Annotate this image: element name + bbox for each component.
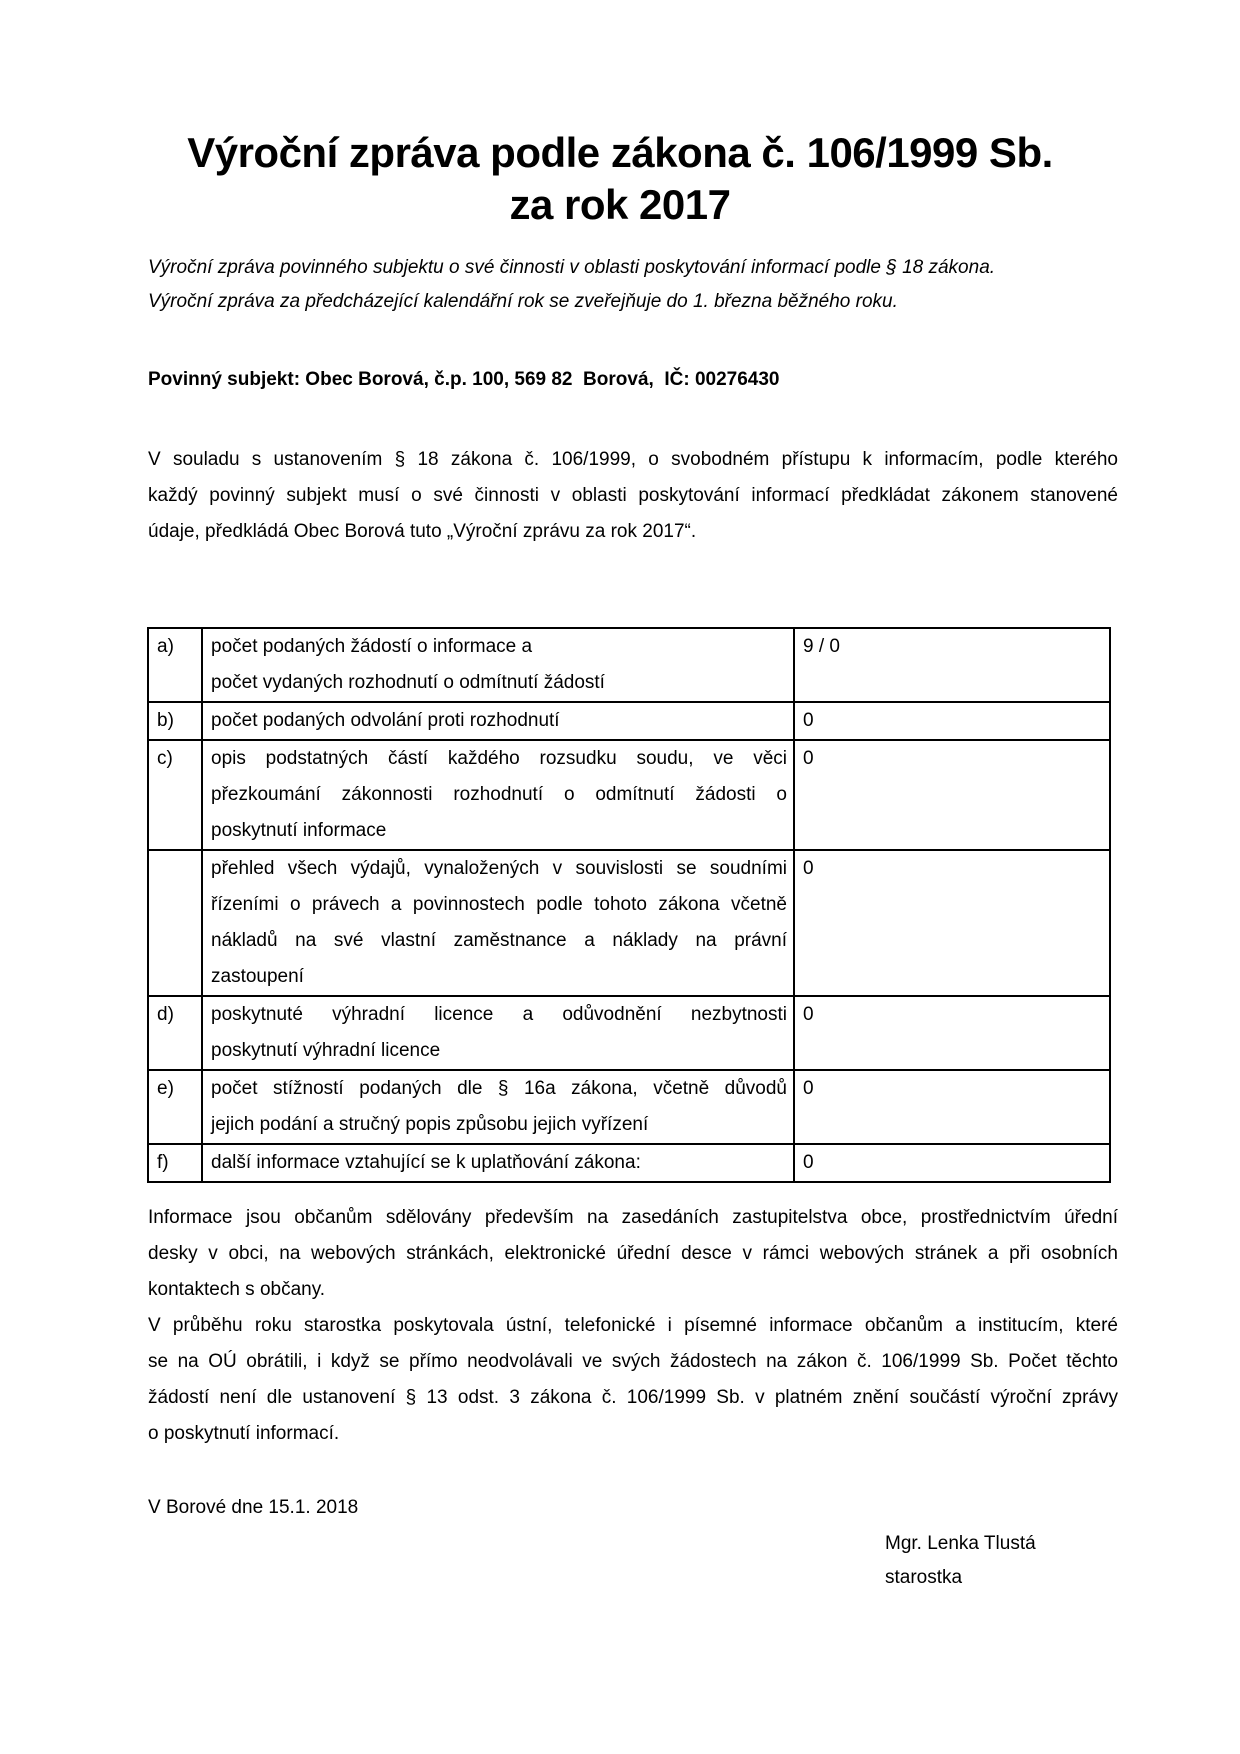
description-line: jejich podání a stručný popis způsobu jejich vyřízení	[211, 1114, 649, 1135]
paragraph-line: o poskytnutí informací.	[148, 1423, 340, 1444]
row-value: 0	[794, 850, 1110, 996]
description-line: poskytnutí výhradní licence	[211, 1040, 441, 1061]
table-row	[148, 1070, 1110, 1144]
date-line: V Borové dne 15.1. 2018	[148, 1497, 359, 1518]
description-line: přezkoumání zákonnosti rozhodnutí o odmítnutí žádosti o	[211, 784, 787, 805]
row-description	[202, 628, 794, 702]
row-value: 0	[794, 1070, 1110, 1144]
row-letter: a)	[148, 628, 202, 702]
row-description	[202, 1144, 794, 1182]
paragraph-line: desky v obci, na webových stránkách, elektronické úřední desce v rámci webových stránek a při osobních	[148, 1243, 1118, 1264]
row-value: 0	[794, 996, 1110, 1070]
table-row	[148, 1144, 1110, 1182]
information-paragraph	[148, 1200, 1118, 1308]
mayor-paragraph	[148, 1308, 1118, 1452]
table-row	[148, 996, 1110, 1070]
paragraph-line: údaje, předkládá Obec Borová tuto „Výroční zprávu za rok 2017“.	[148, 521, 697, 542]
table-row	[148, 850, 1110, 996]
description-line: poskytnutí informace	[211, 820, 387, 841]
paragraph-line: Informace jsou občanům sdělovány především na zasedáních zastupitelstva obce, prostřednictvím úřední	[148, 1207, 1118, 1228]
paragraph-line: žádostí není dle ustanovení § 13 odst. 3 zákona č. 106/1999 Sb. v platném znění součástí výroční zprávy	[148, 1387, 1118, 1408]
description-line: přehled všech výdajů, vynaložených v souvislosti se soudními	[211, 858, 787, 879]
paragraph-line: se na OÚ obrátili, i když se přímo neodvolávali ve svých žádostech na zákon č. 106/1999 Sb. Počet těchto	[148, 1351, 1118, 1372]
row-value: 0	[794, 1144, 1110, 1182]
row-description	[202, 740, 794, 850]
document-title-year: za rok 2017	[509, 181, 731, 228]
law-paragraph	[148, 442, 1118, 550]
description-line: opis podstatných částí každého rozsudku soudu, ve věci	[211, 748, 787, 769]
row-letter: e)	[148, 1070, 202, 1144]
description-line: další informace vztahující se k uplatňování zákona:	[211, 1152, 641, 1173]
obligated-subject: Povinný subjekt: Obec Borová, č.p. 100, 569 82 Borová, IČ: 00276430	[148, 369, 780, 390]
row-letter: f)	[148, 1144, 202, 1182]
description-line: počet vydaných rozhodnutí o odmítnutí žádostí	[211, 672, 605, 693]
table-row	[148, 702, 1110, 740]
row-letter: c)	[148, 740, 202, 850]
intro-note: Výroční zpráva povinného subjektu o své činnosti v oblasti poskytování informací podle § 18 zákona.	[148, 257, 996, 278]
signature-name: Mgr. Lenka Tlustá	[885, 1533, 1036, 1554]
row-description	[202, 702, 794, 740]
paragraph-line: každý povinný subjekt musí o své činnosti v oblasti poskytování informací předkládat zákonem stanovené	[148, 485, 1118, 506]
paragraph-line: V souladu s ustanovením § 18 zákona č. 106/1999, o svobodném přístupu k informacím, podle kterého	[148, 449, 1118, 470]
row-value: 9 / 0	[794, 628, 1110, 702]
row-letter: b)	[148, 702, 202, 740]
description-line: zastoupení	[211, 966, 304, 987]
row-value: 0	[794, 740, 1110, 850]
paragraph-line: kontaktech s občany.	[148, 1279, 326, 1300]
table-row	[148, 740, 1110, 850]
row-value: 0	[794, 702, 1110, 740]
description-line: nákladů na své vlastní zaměstnance a náklady na právní	[211, 930, 787, 951]
description-line: řízeními o právech a povinnostech podle tohoto zákona včetně	[211, 894, 787, 915]
description-line: počet podaných žádostí o informace a	[211, 636, 533, 657]
report-table	[147, 627, 1111, 1183]
row-description	[202, 996, 794, 1070]
description-line: počet stížností podaných dle § 16a zákona, včetně důvodů	[211, 1078, 787, 1099]
signature-role: starostka	[885, 1567, 963, 1588]
paragraph-line: V průběhu roku starostka poskytovala ústní, telefonické i písemné informace občanům a institucím, které	[148, 1315, 1118, 1336]
table-row	[148, 628, 1110, 702]
document-title: Výroční zpráva podle zákona č. 106/1999 Sb.	[187, 129, 1053, 176]
row-description	[202, 1070, 794, 1144]
description-line: poskytnuté výhradní licence a odůvodnění nezbytnosti	[211, 1004, 787, 1025]
row-description	[202, 850, 794, 996]
row-letter: d)	[148, 996, 202, 1070]
intro-note-deadline: Výroční zpráva za předcházející kalendářní rok se zveřejňuje do 1. března běžného roku.	[148, 291, 898, 312]
description-line: počet podaných odvolání proti rozhodnutí	[211, 710, 560, 731]
row-letter	[148, 850, 202, 996]
